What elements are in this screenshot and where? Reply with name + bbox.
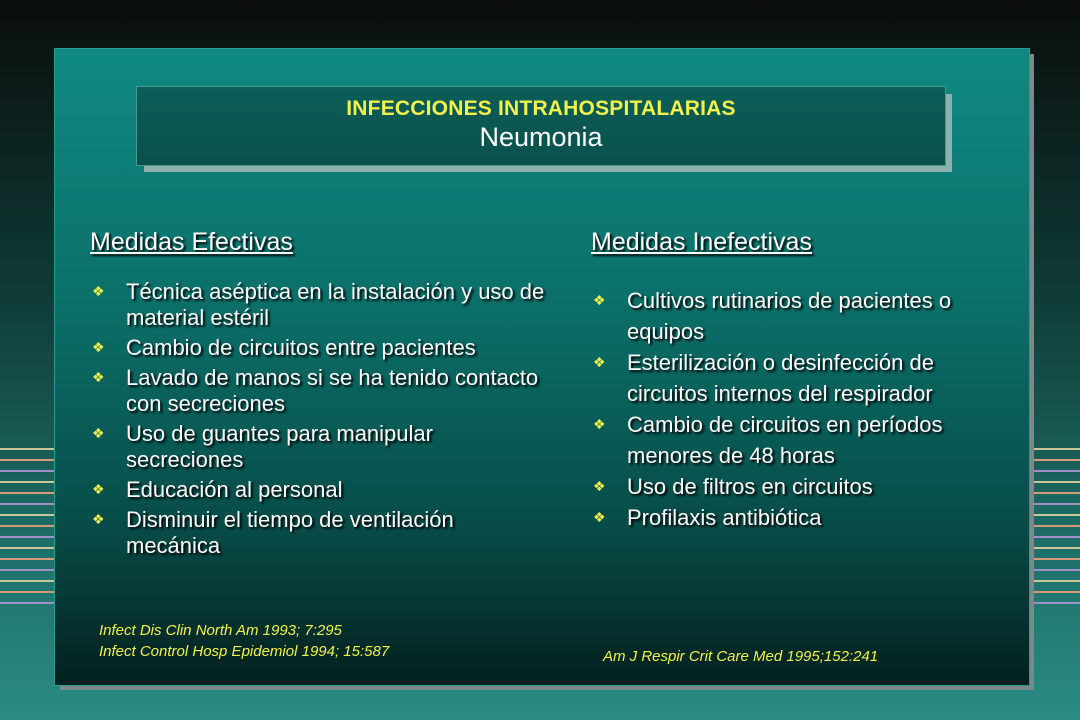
list-item <box>591 409 1011 471</box>
ineffective-measures-column <box>591 228 1011 533</box>
list-item-text: Cambio de circuitos en períodos menores de 48 horas <box>627 412 943 468</box>
references-left <box>99 620 389 662</box>
list-item-text: Lavado de manos si se ha tenido contacto con secreciones <box>126 365 539 416</box>
diamond-bullet-icon: ❖ <box>92 283 105 299</box>
list-item <box>90 507 550 559</box>
diamond-bullet-icon: ❖ <box>593 354 606 370</box>
slide-subtitle: Neumonia <box>479 122 603 152</box>
diamond-bullet-icon: ❖ <box>593 292 606 308</box>
diamond-bullet-icon: ❖ <box>92 425 105 441</box>
diamond-bullet-icon: ❖ <box>593 509 606 525</box>
ineffective-measures-heading: Medidas Inefectivas <box>591 228 812 256</box>
slide-title: INFECCIONES INTRAHOSPITALARIAS <box>346 97 736 120</box>
list-item <box>90 365 550 417</box>
list-item <box>591 285 1011 347</box>
title-box <box>136 86 946 166</box>
list-item-text: Uso de filtros en circuitos <box>627 474 873 499</box>
decorative-stripes-right <box>1030 448 1080 628</box>
list-item-text: Técnica aséptica en la instalación y uso de material estéril <box>126 279 545 330</box>
reference-citation: Infect Dis Clin North Am 1993; 7:295 <box>99 622 342 639</box>
diamond-bullet-icon: ❖ <box>92 369 105 385</box>
list-item <box>90 477 550 503</box>
effective-measures-column <box>90 228 550 563</box>
diamond-bullet-icon: ❖ <box>593 478 606 494</box>
reference-citation: Am J Respir Crit Care Med 1995;152:241 <box>603 648 879 665</box>
list-item-text: Esterilización o desinfección de circuitos internos del respirador <box>627 350 934 406</box>
list-item <box>90 421 550 473</box>
list-item <box>591 471 1011 502</box>
decorative-stripes-left <box>0 448 60 628</box>
list-item-text: Disminuir el tiempo de ventilación mecánica <box>126 507 454 558</box>
ineffective-measures-list <box>591 285 1011 533</box>
list-item <box>90 279 550 331</box>
list-item-text: Cultivos rutinarios de pacientes o equipos <box>627 288 952 344</box>
list-item-text: Educación al personal <box>126 477 343 502</box>
references-right <box>603 646 878 667</box>
effective-measures-heading: Medidas Efectivas <box>90 228 293 256</box>
diamond-bullet-icon: ❖ <box>92 511 105 527</box>
list-item-text: Cambio de circuitos entre pacientes <box>126 335 476 360</box>
list-item-text: Uso de guantes para manipular secreciones <box>126 421 433 472</box>
diamond-bullet-icon: ❖ <box>92 339 105 355</box>
list-item <box>90 335 550 361</box>
list-item-text: Profilaxis antibiótica <box>627 505 822 530</box>
list-item <box>591 502 1011 533</box>
diamond-bullet-icon: ❖ <box>593 416 606 432</box>
effective-measures-list <box>90 279 550 559</box>
list-item <box>591 347 1011 409</box>
diamond-bullet-icon: ❖ <box>92 481 105 497</box>
reference-citation: Infect Control Hosp Epidemiol 1994; 15:587 <box>99 643 390 660</box>
